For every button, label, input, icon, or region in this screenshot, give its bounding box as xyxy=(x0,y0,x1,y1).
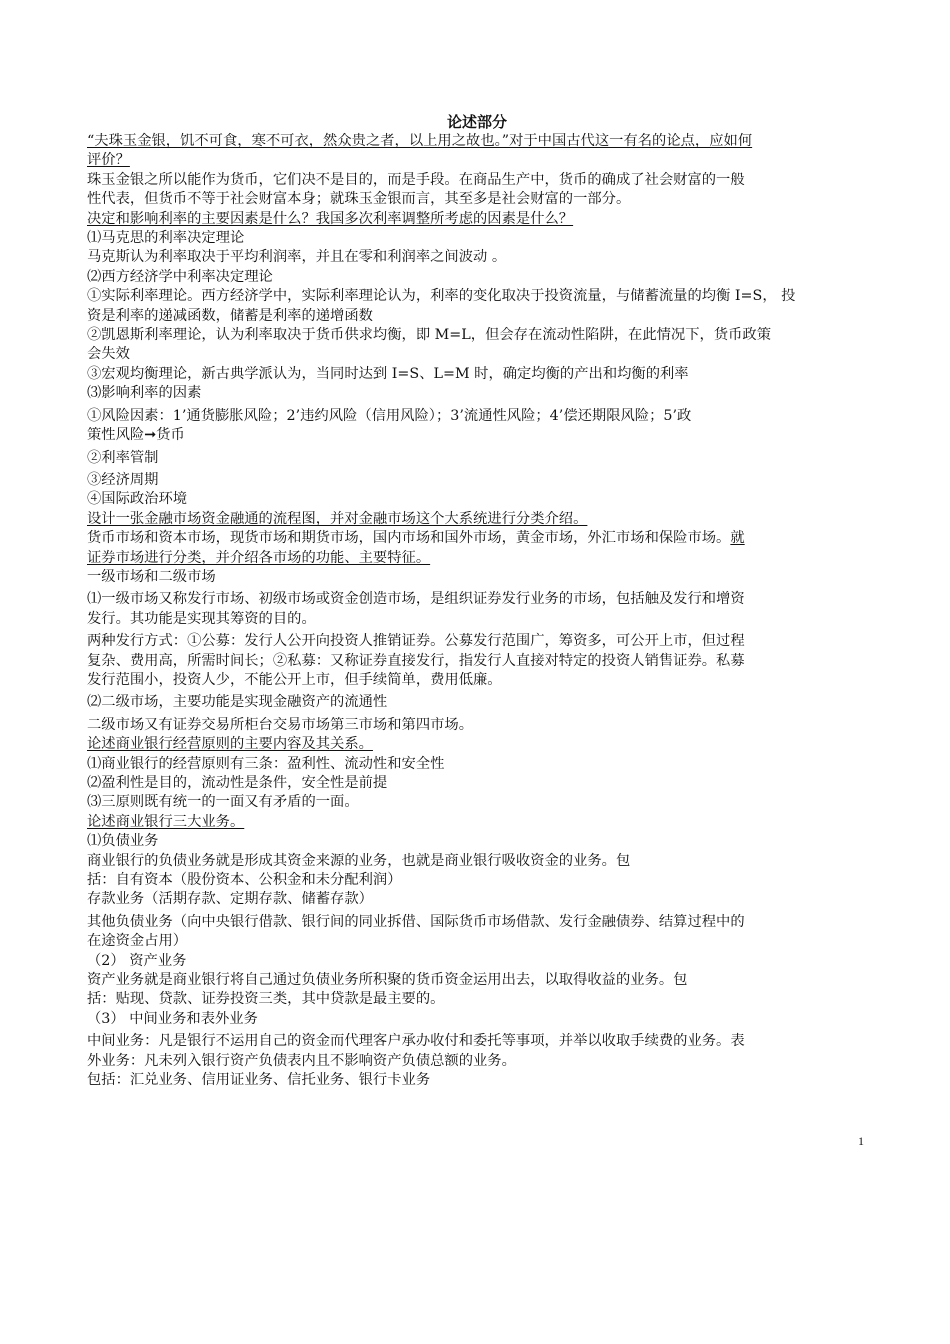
text-line xyxy=(87,1052,867,1071)
text-line xyxy=(87,716,867,735)
text-line xyxy=(87,365,867,384)
line-text: 一级市场和二级市场 xyxy=(87,568,216,585)
line-text: ⑵二级市场，主要功能是实现金融资产的流通性 xyxy=(87,694,388,711)
text-line xyxy=(87,671,867,690)
line-text: ③宏观均衡理论，新古典学派认为，当同时达到 I=S、L=M 时，确定均衡的产出和均衡的利率 xyxy=(87,365,689,382)
line-text: 中间业务：凡是银行不运用自己的资金而代理客户承办收付和委托等事项，并举以收取手续费的业务。表 xyxy=(87,1033,745,1050)
line-text: 评价？ xyxy=(87,152,130,169)
text-line xyxy=(87,693,867,712)
line-text: 两种发行方式：①公募：发行人公开向投资人推销证券。公募发行范围广，筹资多，可公开上市，但过程 xyxy=(87,633,745,650)
line-text: ⑴马克思的利率决定理论 xyxy=(87,230,245,247)
text-line xyxy=(87,426,867,445)
page-number: 1 xyxy=(858,1134,864,1148)
line-text: 包括：汇兑业务、信用证业务、信托业务、银行卡业务 xyxy=(87,1072,431,1089)
text-line xyxy=(87,529,867,548)
line-text: 存款业务（活期存款、定期存款、储蓄存款） xyxy=(87,891,373,908)
text-line xyxy=(87,774,867,793)
page-title: 论述部分 xyxy=(446,113,507,131)
document-body xyxy=(87,112,867,1091)
text-line xyxy=(87,287,867,306)
line-text: 设计一张金融市场资金融通的流程图，并对金融市场这个大系统进行分类介绍。 xyxy=(87,510,588,527)
text-line xyxy=(87,1010,867,1029)
text-line xyxy=(87,793,867,812)
line-text: 括：贴现、贷款、证券投资三类，其中贷款是最主要的。 xyxy=(87,991,445,1008)
line-text: ②利率管制 xyxy=(87,449,159,466)
line-text: ⑴负债业务 xyxy=(87,833,159,850)
line-text: 决定和影响利率的主要因素是什么？我国多次利率调整所考虑的因素是什么？ xyxy=(87,210,574,227)
text-line xyxy=(87,652,867,671)
line-text: 外业务：凡未列入银行资产负债表内且不影响资产负债总额的业务。 xyxy=(87,1052,516,1069)
text-line xyxy=(87,407,867,426)
line-text: ⑴商业银行的经营原则有三条：盈利性、流动性和安全性 xyxy=(87,755,445,772)
line-text: ③经济周期 xyxy=(87,471,159,488)
text-line xyxy=(87,971,867,990)
line-text: 论述商业银行三大业务。 xyxy=(87,813,245,830)
text-line xyxy=(87,610,867,629)
text-line xyxy=(87,632,867,651)
line-text: “夫珠玉金银，饥不可食，寒不可衣，然众贵之者，以上用之故也。”对于中国古代这一有名的论点，应如何 xyxy=(87,133,753,149)
text-line xyxy=(87,755,867,774)
question-heading-line xyxy=(87,735,867,754)
line-tail-text: 就 xyxy=(730,530,745,547)
line-text: 策性风险➞货币 xyxy=(87,427,185,444)
text-line xyxy=(87,471,867,490)
text-line xyxy=(87,326,867,345)
line-text: ①风险因素：1’通货膨胀风险；2’违约风险（信用风险）；3’流通性风险；4’偿还期限风险；5’政 xyxy=(87,407,692,424)
line-text: ④国际政治环境 xyxy=(87,491,188,508)
line-text: ⑶三原则既有统一的一面又有矛盾的一面。 xyxy=(87,794,359,811)
text-line xyxy=(87,248,867,267)
line-text: ⑶影响利率的因素 xyxy=(87,385,202,402)
text-line xyxy=(87,1071,867,1090)
line-text: （3） 中间业务和表外业务 xyxy=(87,1010,258,1027)
line-text: ⑵盈利性是目的，流动性是条件，安全性是前提 xyxy=(87,775,388,791)
text-line xyxy=(87,990,867,1009)
question-heading-line xyxy=(87,151,867,170)
line-text: ①实际利率理论。西方经济学中，实际利率理论认为，利率的变化取决于投资流量，与储蓄流量的均衡 I=S， 投 xyxy=(87,288,796,305)
question-heading-line xyxy=(87,549,867,568)
text-line xyxy=(87,345,867,364)
line-text: 在途资金占用） xyxy=(87,933,188,950)
line-text: 会失效 xyxy=(87,346,130,363)
text-line xyxy=(87,932,867,951)
line-text: 二级市场又有证券交易所柜台交易市场第三市场和第四市场。 xyxy=(87,716,474,733)
question-heading-line xyxy=(87,813,867,832)
line-text: 货币市场和资本市场，现货市场和期货市场，国内市场和国外市场，黄金市场，外汇市场和保险市场。 xyxy=(87,530,731,547)
text-line xyxy=(87,568,867,587)
text-line xyxy=(87,871,867,890)
line-text: 商业银行的负债业务就是形成其资金来源的业务，也就是商业银行吸收资金的业务。包 xyxy=(87,852,631,869)
line-text: ⑵西方经济学中利率决定理论 xyxy=(87,268,273,285)
text-line xyxy=(87,449,867,468)
line-text: 论述商业银行经营原则的主要内容及其关系。 xyxy=(87,736,373,753)
text-lines xyxy=(87,132,867,1091)
line-text: 发行。其功能是实现其筹资的目的。 xyxy=(87,610,316,627)
text-line xyxy=(87,384,867,403)
line-text: 复杂、费用高，所需时间长；②私募：又称证券直接发行，指发行人直接对特定的投资人销售证券。私募 xyxy=(87,652,745,669)
question-heading-line xyxy=(87,210,867,229)
text-line xyxy=(87,307,867,326)
text-line xyxy=(87,832,867,851)
line-text: 马克斯认为利率取决于平均利润率，并且在零和利润率之间波动 。 xyxy=(87,249,507,266)
line-text: （2） 资产业务 xyxy=(87,952,187,969)
text-line xyxy=(87,590,867,609)
text-line xyxy=(87,171,867,190)
question-heading-line xyxy=(87,510,867,529)
line-text: 括：自有资本（股份资本、公积金和未分配利润） xyxy=(87,872,402,889)
text-line xyxy=(87,490,867,509)
text-line xyxy=(87,952,867,971)
line-text: 性代表，但货币不等于社会财富本身；就珠玉金银而言，其至多是社会财富的一部分。 xyxy=(87,191,631,208)
line-text: 资是利率的递减函数，储蓄是利率的递增函数 xyxy=(87,307,373,324)
line-text: 资产业务就是商业银行将自己通过负债业务所积聚的货币资金运用出去，以取得收益的业务。包 xyxy=(87,972,688,989)
text-line xyxy=(87,268,867,287)
line-text: 其他负债业务（向中央银行借款、银行间的同业拆借、国际货币市场借款、发行金融债券、结算过程中的 xyxy=(87,913,745,930)
line-text: ⑴一级市场又称发行市场、初级市场或资金创造市场，是组织证券发行业务的市场，包括触及发行和增资 xyxy=(87,591,745,608)
line-text: 证券市场进行分类，并介绍各市场的功能、主要特征。 xyxy=(87,549,431,566)
text-line xyxy=(87,890,867,909)
text-line xyxy=(87,190,867,209)
line-text: ②凯恩斯利率理论，认为利率取决于货币供求均衡，即 M=L，但会存在流动性陷阱，在此情况下，货币政策 xyxy=(87,327,772,344)
question-heading-line xyxy=(87,132,867,151)
line-text: 珠玉金银之所以能作为货币，它们决不是目的，而是手段。在商品生产中，货币的确成了社会财富的一般 xyxy=(87,171,745,188)
text-line xyxy=(87,229,867,248)
line-text: 发行范围小，投资人少，不能公开上市，但手续简单，费用低廉。 xyxy=(87,671,502,688)
text-line xyxy=(87,852,867,871)
text-line xyxy=(87,1032,867,1051)
text-line xyxy=(87,913,867,932)
